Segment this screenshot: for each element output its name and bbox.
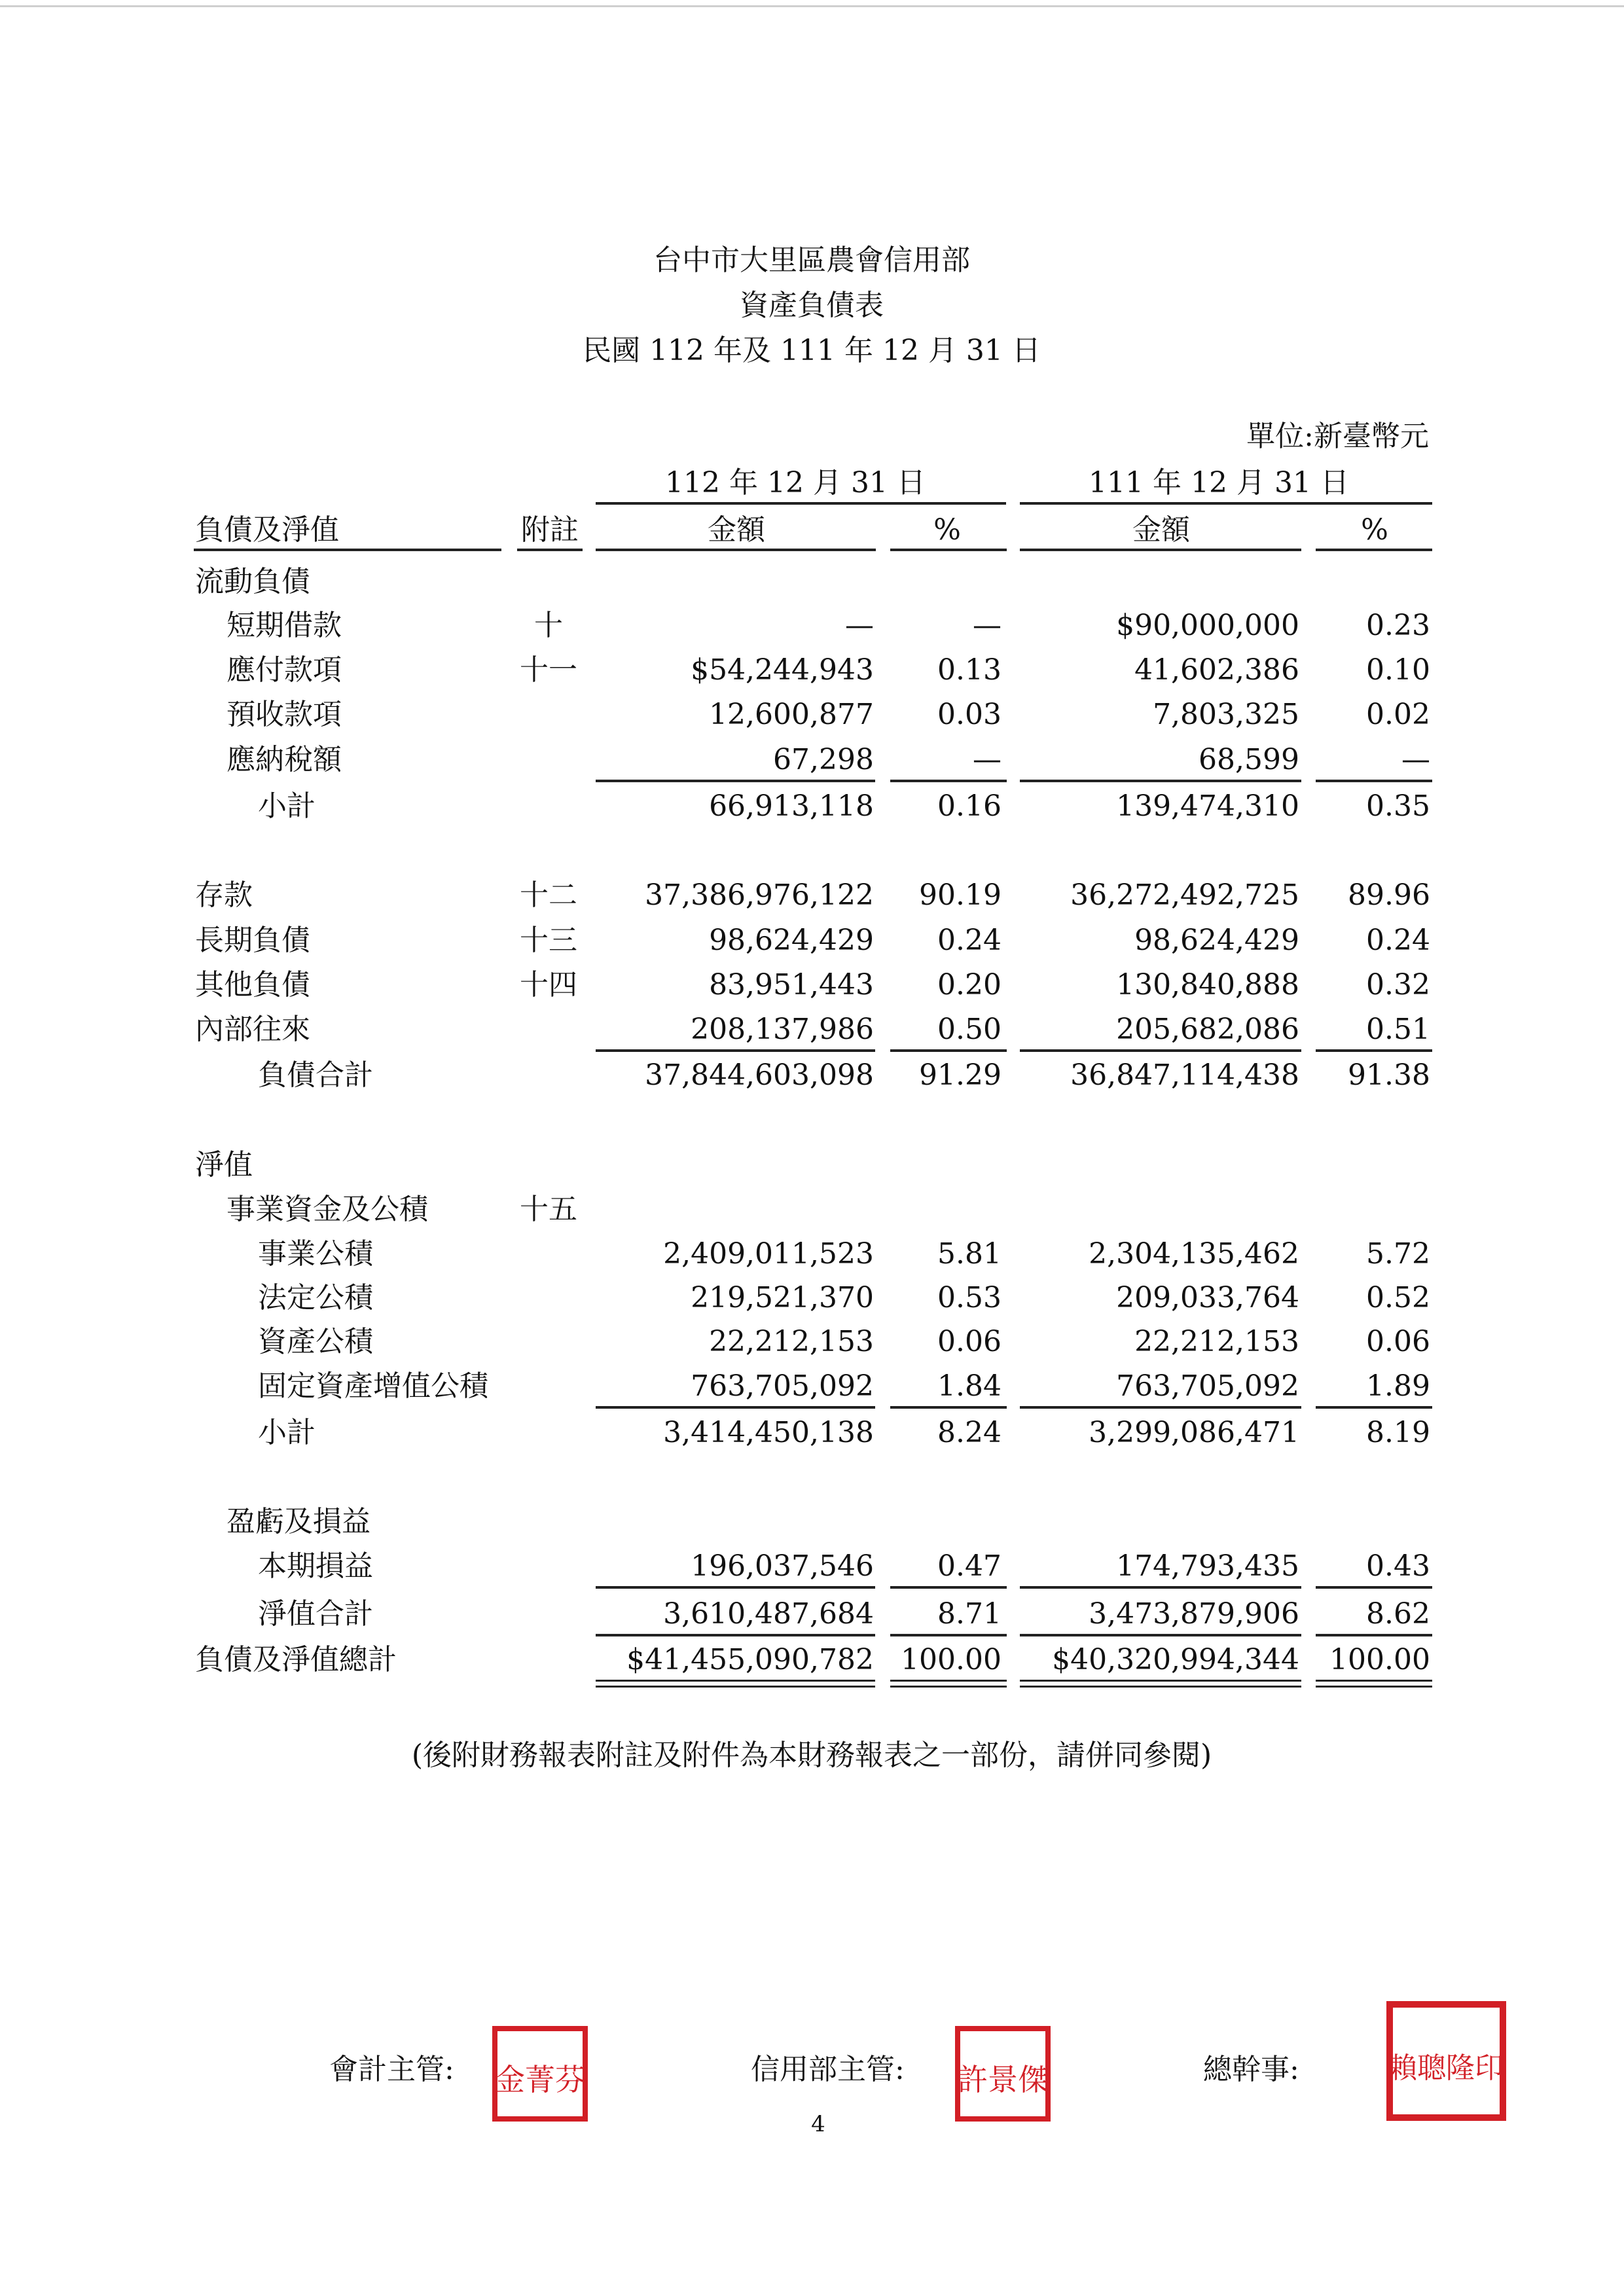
col-amount1-rule <box>596 549 876 551</box>
row-pct-111: 0.35 <box>1366 789 1430 823</box>
row-label: 長期負債 <box>195 924 310 957</box>
col-amount2-rule <box>1020 549 1301 551</box>
subtotal-rule <box>1020 1586 1301 1589</box>
subtotal-rule <box>596 1586 875 1589</box>
accounting-chief-seal <box>491 2025 589 2123</box>
row-label: 短期借款 <box>226 609 342 642</box>
row-pct-112: 91.29 <box>919 1058 1001 1092</box>
row-label: 應納稅額 <box>226 743 342 776</box>
col-item-rule <box>194 549 501 551</box>
row-amount-112: $41,455,090,782 <box>626 1643 874 1676</box>
row-amount-112: 83,951,443 <box>709 968 874 1002</box>
row-pct-111: 0.23 <box>1366 609 1430 642</box>
row-label: 資產公積 <box>258 1325 373 1358</box>
total-double-rule <box>1316 1686 1432 1688</box>
row-pct-111: 100.00 <box>1329 1643 1430 1676</box>
total-double-rule <box>1020 1686 1301 1688</box>
subtotal-rule <box>1316 780 1432 782</box>
row-pct-111: 89.96 <box>1348 878 1430 912</box>
subtotal-rule <box>1316 1049 1432 1052</box>
subtotal-rule <box>596 1634 875 1636</box>
accounting-chief-label: 會計主管: <box>329 2053 454 2086</box>
row-pct-112: 0.53 <box>937 1281 1001 1314</box>
row-label: 事業資金及公積 <box>226 1193 428 1226</box>
org-name: 台中市大里區農會信用部 <box>653 244 970 277</box>
row-note: 十二 <box>520 878 577 912</box>
seal1-text: 金菁芬 <box>495 2062 585 2097</box>
total-double-rule <box>1020 1680 1301 1682</box>
row-amount-111: 36,847,114,438 <box>1070 1058 1299 1092</box>
currency-unit: 單位:新臺幣元 <box>1246 420 1429 453</box>
row-amount-111: 7,803,325 <box>1153 698 1299 731</box>
row-pct-111: 0.02 <box>1366 698 1430 731</box>
row-pct-112: 0.13 <box>937 653 1001 687</box>
row-label: 應付款項 <box>226 653 342 687</box>
row-amount-111: 205,682,086 <box>1116 1013 1299 1046</box>
col-amount2-header: 金額 <box>1132 513 1190 547</box>
row-label: 本期損益 <box>258 1549 373 1583</box>
row-pct-112: 0.03 <box>937 698 1001 731</box>
row-amount-111: 2,304,135,462 <box>1089 1237 1299 1271</box>
row-note: 十 <box>534 609 563 642</box>
row-pct-112: 100.00 <box>901 1643 1001 1676</box>
col-amount1-header: 金額 <box>708 513 765 547</box>
subtotal-rule <box>1020 1634 1301 1636</box>
row-amount-112: 67,298 <box>773 743 874 776</box>
row-label: 淨值 <box>195 1148 253 1182</box>
row-pct-111: — <box>1401 743 1430 776</box>
row-amount-111: 3,473,879,906 <box>1089 1597 1299 1631</box>
row-pct-112: 0.47 <box>937 1549 1001 1583</box>
col-pct2-header: % <box>1361 513 1388 547</box>
row-amount-111: 763,705,092 <box>1116 1369 1299 1403</box>
row-pct-112: — <box>973 743 1001 776</box>
row-pct-111: 0.06 <box>1366 1325 1430 1358</box>
row-note: 十三 <box>520 924 577 957</box>
row-label: 法定公積 <box>258 1281 373 1314</box>
row-label: 事業公積 <box>258 1237 373 1271</box>
subtotal-rule <box>1020 1049 1301 1052</box>
footnote: (後附財務報表附註及附件為本財務報表之一部份，請併同參閱) <box>411 1739 1212 1772</box>
col-item-header: 負債及淨值 <box>195 513 339 547</box>
scan-edge-line <box>0 5 1624 7</box>
row-note: 十五 <box>520 1193 577 1226</box>
row-amount-112: — <box>845 609 874 642</box>
row-pct-111: 0.43 <box>1366 1549 1430 1583</box>
year2-header-rule <box>1020 502 1432 505</box>
row-label: 存款 <box>195 878 253 912</box>
row-amount-111: 139,474,310 <box>1116 789 1299 823</box>
col-pct1-rule <box>890 549 1007 551</box>
row-note: 十一 <box>520 653 577 687</box>
row-amount-112: 219,521,370 <box>691 1281 874 1314</box>
row-pct-112: 1.84 <box>937 1369 1001 1403</box>
credit-chief-seal <box>954 2025 1052 2123</box>
row-amount-111: 36,272,492,725 <box>1070 878 1299 912</box>
row-label: 小計 <box>258 1416 316 1449</box>
report-title: 資產負債表 <box>740 289 884 322</box>
subtotal-rule <box>890 780 1007 782</box>
report-period: 民國 112 年及 111 年 12 月 31 日 <box>583 334 1041 367</box>
subtotal-rule <box>890 1634 1007 1636</box>
row-amount-111: $90,000,000 <box>1116 609 1299 642</box>
row-amount-112: $54,244,943 <box>691 653 874 687</box>
row-pct-111: 0.32 <box>1366 968 1430 1002</box>
total-double-rule <box>596 1686 875 1688</box>
row-pct-112: 8.24 <box>937 1416 1001 1449</box>
year2-header: 111 年 12 月 31 日 <box>1089 466 1349 499</box>
total-double-rule <box>1316 1680 1432 1682</box>
col-note-rule <box>517 549 583 551</box>
row-label: 盈虧及損益 <box>226 1505 370 1538</box>
row-amount-111: 209,033,764 <box>1116 1281 1299 1314</box>
subtotal-rule <box>890 1406 1007 1409</box>
row-amount-111: 98,624,429 <box>1134 924 1299 957</box>
row-pct-111: 1.89 <box>1366 1369 1430 1403</box>
row-amount-112: 37,844,603,098 <box>645 1058 874 1092</box>
subtotal-rule <box>596 1049 875 1052</box>
row-amount-112: 763,705,092 <box>691 1369 874 1403</box>
row-amount-112: 208,137,986 <box>691 1013 874 1046</box>
col-note-header: 附註 <box>521 513 579 547</box>
row-amount-112: 22,212,153 <box>709 1325 874 1358</box>
row-amount-111: 68,599 <box>1199 743 1299 776</box>
row-amount-111: 22,212,153 <box>1134 1325 1299 1358</box>
total-double-rule <box>890 1680 1007 1682</box>
row-label: 負債及淨值總計 <box>195 1643 397 1676</box>
subtotal-rule <box>890 1049 1007 1052</box>
col-pct1-header: % <box>933 513 961 547</box>
seal3-text: 賴聰隆印 <box>1388 2051 1504 2085</box>
row-amount-112: 37,386,976,122 <box>645 878 874 912</box>
row-amount-111: 41,602,386 <box>1134 653 1299 687</box>
subtotal-rule <box>1316 1634 1432 1636</box>
row-label: 內部往來 <box>195 1013 310 1046</box>
row-pct-112: 90.19 <box>919 878 1001 912</box>
row-amount-112: 98,624,429 <box>709 924 874 957</box>
row-amount-112: 196,037,546 <box>691 1549 874 1583</box>
row-amount-112: 2,409,011,523 <box>663 1237 874 1271</box>
row-amount-111: $40,320,994,344 <box>1052 1643 1299 1676</box>
subtotal-rule <box>596 780 875 782</box>
row-amount-112: 12,600,877 <box>709 698 874 731</box>
row-label: 淨值合計 <box>258 1597 373 1631</box>
row-note: 十四 <box>520 968 577 1002</box>
row-label: 負債合計 <box>258 1058 373 1092</box>
subtotal-rule <box>1316 1406 1432 1409</box>
row-pct-112: 0.50 <box>937 1013 1001 1046</box>
row-amount-111: 174,793,435 <box>1116 1549 1299 1583</box>
col-pct2-rule <box>1316 549 1432 551</box>
row-label: 預收款項 <box>226 698 342 731</box>
subtotal-rule <box>596 1406 875 1409</box>
subtotal-rule <box>1020 1406 1301 1409</box>
row-pct-112: 8.71 <box>937 1597 1001 1631</box>
row-pct-111: 0.10 <box>1366 653 1430 687</box>
row-label: 固定資產增值公積 <box>258 1369 488 1403</box>
row-pct-112: 5.81 <box>937 1237 1001 1271</box>
row-pct-111: 8.62 <box>1366 1597 1430 1631</box>
row-pct-111: 8.19 <box>1366 1416 1430 1449</box>
row-amount-112: 3,414,450,138 <box>663 1416 874 1449</box>
seal2-text: 許景傑 <box>958 2062 1048 2097</box>
subtotal-rule <box>1020 780 1301 782</box>
row-amount-112: 3,610,487,684 <box>663 1597 874 1631</box>
row-pct-112: 0.16 <box>937 789 1001 823</box>
general-manager-label: 總幹事: <box>1203 2053 1299 2086</box>
total-double-rule <box>596 1680 875 1682</box>
row-pct-111: 0.51 <box>1366 1013 1430 1046</box>
year1-header: 112 年 12 月 31 日 <box>665 466 926 499</box>
page-number: 4 <box>811 2111 825 2137</box>
row-amount-111: 3,299,086,471 <box>1089 1416 1299 1449</box>
general-manager-seal <box>1386 2000 1507 2122</box>
credit-chief-label: 信用部主管: <box>751 2053 905 2086</box>
row-pct-111: 0.24 <box>1366 924 1430 957</box>
row-pct-112: 0.24 <box>937 924 1001 957</box>
row-pct-111: 5.72 <box>1366 1237 1430 1271</box>
row-amount-111: 130,840,888 <box>1116 968 1299 1002</box>
row-pct-111: 0.52 <box>1366 1281 1430 1314</box>
row-pct-112: 0.20 <box>937 968 1001 1002</box>
year1-header-rule <box>596 502 1006 505</box>
row-label: 流動負債 <box>195 565 310 598</box>
row-label: 小計 <box>258 789 316 823</box>
row-amount-112: 66,913,118 <box>709 789 874 823</box>
row-pct-112: — <box>973 609 1001 642</box>
row-pct-112: 0.06 <box>937 1325 1001 1358</box>
subtotal-rule <box>890 1586 1007 1589</box>
subtotal-rule <box>1316 1586 1432 1589</box>
total-double-rule <box>890 1686 1007 1688</box>
row-pct-111: 91.38 <box>1348 1058 1430 1092</box>
row-label: 其他負債 <box>195 968 310 1002</box>
